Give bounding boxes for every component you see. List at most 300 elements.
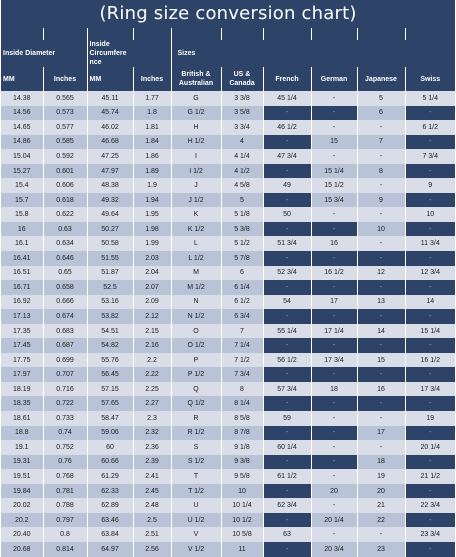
table-cell: 0.814 <box>43 542 87 557</box>
table-cell: 15.04 <box>1 149 43 164</box>
table-row <box>1 324 455 339</box>
table-cell: 54.82 <box>87 338 133 353</box>
table-cell: - <box>357 236 405 251</box>
table-cell: 12 <box>357 266 405 281</box>
table-cell: 5 1/8 <box>221 207 263 222</box>
table-cell: 16.71 <box>1 280 43 295</box>
table-cell: 50.27 <box>87 222 133 237</box>
table-cell: - <box>357 367 405 382</box>
table-cell: - <box>405 426 455 441</box>
table-cell: - <box>311 527 357 542</box>
table-cell: 17 3/4 <box>311 353 357 368</box>
table-cell: 4 <box>221 135 263 150</box>
table-cell: 0.646 <box>43 251 87 266</box>
table-cell: - <box>263 338 311 353</box>
table-cell: 19.1 <box>1 440 43 455</box>
table-cell: K <box>171 207 221 222</box>
table-cell: I 1/2 <box>171 164 221 179</box>
table-cell: Q <box>171 382 221 397</box>
table-cell: - <box>311 426 357 441</box>
table-cell: 16 <box>311 236 357 251</box>
table-cell: - <box>357 396 405 411</box>
table-cell: 20 <box>357 484 405 499</box>
table-cell: 14.65 <box>1 120 43 135</box>
table-cell: - <box>357 338 405 353</box>
table-cell: 0.634 <box>43 236 87 251</box>
table-row <box>1 149 455 164</box>
table-cell: V <box>171 527 221 542</box>
table-cell: 0.674 <box>43 309 87 324</box>
table-cell: L <box>171 236 221 251</box>
table-cell: 20.02 <box>1 498 43 513</box>
table-cell: 47 3/4 <box>263 149 311 164</box>
table-cell: 0.707 <box>43 367 87 382</box>
table-cell: 15 1/2 <box>311 178 357 193</box>
table-row <box>1 367 455 382</box>
table-cell: 16 <box>357 382 405 397</box>
table-cell: O <box>171 324 221 339</box>
table-cell: 22 <box>357 513 405 528</box>
table-cell: 8 5/8 <box>221 411 263 426</box>
table-cell: 51 3/4 <box>263 236 311 251</box>
table-cell: - <box>263 106 311 121</box>
table-cell: 0.733 <box>43 411 87 426</box>
table-cell: T <box>171 469 221 484</box>
table-cell: 9 <box>405 178 455 193</box>
header-swiss: Swiss <box>405 67 455 91</box>
table-cell: - <box>357 309 405 324</box>
table-row <box>1 542 455 557</box>
table-cell: 51.87 <box>87 266 133 281</box>
table-cell: 19 <box>405 411 455 426</box>
table-cell: 16.41 <box>1 251 43 266</box>
table-cell: 53.16 <box>87 295 133 310</box>
table-cell: 21 1/2 <box>405 469 455 484</box>
table-cell: - <box>405 222 455 237</box>
table-cell: 19.51 <box>1 469 43 484</box>
table-cell: 2.39 <box>133 455 171 470</box>
table-cell: 2.45 <box>133 484 171 499</box>
table-cell: 23 <box>357 542 405 557</box>
table-cell: 7 1/4 <box>221 338 263 353</box>
table-cell: 2.07 <box>133 280 171 295</box>
table-row <box>1 91 455 106</box>
table-cell: 0.601 <box>43 164 87 179</box>
table-cell: 18.61 <box>1 411 43 426</box>
table-row <box>1 498 455 513</box>
table-cell: 8 7/8 <box>221 426 263 441</box>
table-cell: 6 <box>357 106 405 121</box>
table-cell: 21 <box>357 498 405 513</box>
table-cell: 0.65 <box>43 266 87 281</box>
table-cell: G <box>171 91 221 106</box>
table-cell: 14.86 <box>1 135 43 150</box>
table-cell: 47.25 <box>87 149 133 164</box>
table-cell: 2.12 <box>133 309 171 324</box>
table-cell: G 1/2 <box>171 106 221 121</box>
table-cell: - <box>357 149 405 164</box>
table-cell: 2.3 <box>133 411 171 426</box>
table-cell: 1.81 <box>133 120 171 135</box>
table-cell: 6 3/4 <box>221 309 263 324</box>
table-cell: 1.86 <box>133 149 171 164</box>
table-cell: - <box>405 484 455 499</box>
table-row <box>1 338 455 353</box>
table-cell: - <box>311 120 357 135</box>
header-us: US & Canada <box>221 67 263 91</box>
table-cell: 0.63 <box>43 222 87 237</box>
table-cell: L 1/2 <box>171 251 221 266</box>
table-cell: 15.7 <box>1 193 43 208</box>
table-cell: - <box>263 542 311 557</box>
table-row <box>1 266 455 281</box>
table-cell: 54 <box>263 295 311 310</box>
table-cell: 49 <box>263 178 311 193</box>
table-cell: 10 1/2 <box>221 513 263 528</box>
table-row <box>1 106 455 121</box>
table-cell: 54.51 <box>87 324 133 339</box>
table-cell: - <box>405 542 455 557</box>
header-british: British & Australian <box>171 67 221 91</box>
table-cell: 13 <box>357 295 405 310</box>
table-cell: - <box>357 440 405 455</box>
table-cell: 4 1/2 <box>221 164 263 179</box>
table-cell: 2.41 <box>133 469 171 484</box>
table-cell: - <box>263 193 311 208</box>
table-cell: 61 1/2 <box>263 469 311 484</box>
table-cell: 8 <box>357 164 405 179</box>
table-cell: 59.06 <box>87 426 133 441</box>
table-cell: 1.94 <box>133 193 171 208</box>
table-cell: 22 3/4 <box>405 498 455 513</box>
table-cell: 20 1/4 <box>311 513 357 528</box>
table-cell: 53.82 <box>87 309 133 324</box>
table-cell: 10 5/8 <box>221 527 263 542</box>
table-cell: - <box>405 135 455 150</box>
table-cell: 17 <box>357 426 405 441</box>
table-row <box>1 207 455 222</box>
table-cell: 63.84 <box>87 527 133 542</box>
table-cell: 48.38 <box>87 178 133 193</box>
table-cell: 3 3/8 <box>221 91 263 106</box>
table-cell: 16.1 <box>1 236 43 251</box>
table-cell: 4 5/8 <box>221 178 263 193</box>
table-cell: 2.27 <box>133 396 171 411</box>
table-cell: - <box>263 513 311 528</box>
table-cell: 0.666 <box>43 295 87 310</box>
table-cell: - <box>405 309 455 324</box>
header-circ-mm: MM <box>87 67 133 91</box>
table-row <box>1 426 455 441</box>
table-cell: 17.35 <box>1 324 43 339</box>
table-cell: 6 1/2 <box>221 295 263 310</box>
table-cell: 0.722 <box>43 396 87 411</box>
table-cell: N <box>171 295 221 310</box>
table-cell: 7 <box>357 135 405 150</box>
header-french: French <box>263 67 311 91</box>
table-cell: 0.618 <box>43 193 87 208</box>
table-cell: 1.99 <box>133 236 171 251</box>
table-cell: - <box>311 498 357 513</box>
table-cell: 9 <box>357 193 405 208</box>
table-cell: 5 1/2 <box>221 236 263 251</box>
table-cell: - <box>357 280 405 295</box>
table-cell: 0.8 <box>43 527 87 542</box>
table-cell: 1.84 <box>133 135 171 150</box>
table-cell: - <box>357 178 405 193</box>
table-cell: J <box>171 178 221 193</box>
header-cell <box>171 28 221 40</box>
table-cell: - <box>263 426 311 441</box>
table-cell: 64.97 <box>87 542 133 557</box>
table-cell: - <box>311 149 357 164</box>
table-cell: 49.64 <box>87 207 133 222</box>
chart-title: (Ring size conversion chart) <box>1 0 455 28</box>
table-cell: - <box>311 411 357 426</box>
table-row <box>1 309 455 324</box>
table-cell: 46.02 <box>87 120 133 135</box>
table-cell: 19.84 <box>1 484 43 499</box>
table-cell: H <box>171 120 221 135</box>
table-cell: 1.98 <box>133 222 171 237</box>
table-cell: 60 1/4 <box>263 440 311 455</box>
table-cell: - <box>311 440 357 455</box>
table-cell: V 1/2 <box>171 542 221 557</box>
table-cell: 5 7/8 <box>221 251 263 266</box>
header-cell <box>43 28 87 40</box>
table-cell: 20 3/4 <box>311 542 357 557</box>
table-cell: - <box>311 469 357 484</box>
table-cell: - <box>311 251 357 266</box>
table-cell: 19 <box>357 469 405 484</box>
table-row <box>1 164 455 179</box>
table-cell: 50.58 <box>87 236 133 251</box>
table-cell: 16 1/2 <box>405 353 455 368</box>
table-cell: 17.97 <box>1 367 43 382</box>
table-cell: N 1/2 <box>171 309 221 324</box>
table-cell: 0.683 <box>43 324 87 339</box>
table-cell: - <box>263 309 311 324</box>
table-cell: 17 <box>311 295 357 310</box>
table-cell: K 1/2 <box>171 222 221 237</box>
table-row <box>1 120 455 135</box>
table-cell: 0.577 <box>43 120 87 135</box>
table-cell: 4 1/4 <box>221 149 263 164</box>
header-label: Sizes <box>177 50 196 57</box>
table-row <box>1 280 455 295</box>
table-cell: 16 1/2 <box>311 266 357 281</box>
table-cell: 17.13 <box>1 309 43 324</box>
table-cell: 0.74 <box>43 426 87 441</box>
header-cell <box>311 28 357 40</box>
header-cell <box>357 28 405 40</box>
table-row <box>1 193 455 208</box>
table-cell: 62.33 <box>87 484 133 499</box>
table-cell: - <box>405 280 455 295</box>
table-cell: 0.592 <box>43 149 87 164</box>
table-cell: 16.92 <box>1 295 43 310</box>
table-cell: 47.97 <box>87 164 133 179</box>
table-cell: 0.585 <box>43 135 87 150</box>
table-cell: 7 1/2 <box>221 353 263 368</box>
table-cell: 8 1/4 <box>221 396 263 411</box>
table-cell: 0.658 <box>43 280 87 295</box>
table-cell: 9 5/8 <box>221 469 263 484</box>
table-cell: 11 3/4 <box>405 236 455 251</box>
header-cell <box>1 28 43 40</box>
table-cell: M <box>171 266 221 281</box>
table-cell: H 1/2 <box>171 135 221 150</box>
table-cell: - <box>311 207 357 222</box>
header-cell <box>221 28 263 40</box>
table-cell: 1.89 <box>133 164 171 179</box>
table-cell: 0.788 <box>43 498 87 513</box>
table-cell: 1.95 <box>133 207 171 222</box>
header-cell <box>87 28 133 40</box>
table-row <box>1 469 455 484</box>
table-cell: - <box>311 367 357 382</box>
table-cell: 2.48 <box>133 498 171 513</box>
table-cell: 17 1/4 <box>311 324 357 339</box>
table-cell: 18.35 <box>1 396 43 411</box>
header-sizes <box>171 40 455 67</box>
table-cell: - <box>311 222 357 237</box>
table-cell: - <box>311 91 357 106</box>
header-circ-inches: Inches <box>133 67 171 91</box>
table-cell: 10 <box>357 222 405 237</box>
table-cell: 56 1/2 <box>263 353 311 368</box>
table-cell: 0.573 <box>43 106 87 121</box>
table-cell: U <box>171 498 221 513</box>
table-cell: 19.31 <box>1 455 43 470</box>
table-cell: 20 <box>311 484 357 499</box>
table-cell: 2.04 <box>133 266 171 281</box>
table-cell: 59 <box>263 411 311 426</box>
table-cell: 0.76 <box>43 455 87 470</box>
table-cell: 14.56 <box>1 106 43 121</box>
table-cell: 50 <box>263 207 311 222</box>
table-cell: - <box>311 280 357 295</box>
table-cell: - <box>405 106 455 121</box>
table-cell: 2.36 <box>133 440 171 455</box>
table-row <box>1 295 455 310</box>
table-cell: 23 3/4 <box>405 527 455 542</box>
table-cell: 2.5 <box>133 513 171 528</box>
table-cell: 56.45 <box>87 367 133 382</box>
table-cell: 60.66 <box>87 455 133 470</box>
table-cell: 20.68 <box>1 542 43 557</box>
table-cell: - <box>263 396 311 411</box>
table-cell: R 1/2 <box>171 426 221 441</box>
table-cell: 57 3/4 <box>263 382 311 397</box>
table-cell: I <box>171 149 221 164</box>
table-cell: 2.51 <box>133 527 171 542</box>
table-cell: 12 3/4 <box>405 266 455 281</box>
table-cell: J 1/2 <box>171 193 221 208</box>
table-cell: - <box>405 513 455 528</box>
table-cell: - <box>311 396 357 411</box>
table-cell: 0.716 <box>43 382 87 397</box>
table-cell: 57.15 <box>87 382 133 397</box>
table-cell: - <box>311 338 357 353</box>
table-cell: - <box>357 120 405 135</box>
table-row <box>1 353 455 368</box>
table-cell: 52.5 <box>87 280 133 295</box>
table-cell: 15.8 <box>1 207 43 222</box>
table-cell: 16.51 <box>1 266 43 281</box>
table-cell: 8 <box>221 382 263 397</box>
table-cell: - <box>311 455 357 470</box>
table-cell: P <box>171 353 221 368</box>
table-cell: 18.8 <box>1 426 43 441</box>
table-cell: 5 3/8 <box>221 222 263 237</box>
table-cell: 17.75 <box>1 353 43 368</box>
table-row <box>1 455 455 470</box>
table-cell: P 1/2 <box>171 367 221 382</box>
table-cell: - <box>357 527 405 542</box>
table-row <box>1 251 455 266</box>
table-cell: 5 <box>357 91 405 106</box>
table-cell: 0.781 <box>43 484 87 499</box>
table-cell: 55.76 <box>87 353 133 368</box>
table-cell: 45 1/4 <box>263 91 311 106</box>
header-label: Inside Diameter <box>3 50 56 57</box>
table-cell: - <box>311 106 357 121</box>
table-cell: 63 <box>263 527 311 542</box>
table-cell: - <box>405 396 455 411</box>
table-row <box>1 135 455 150</box>
table-cell: 17.45 <box>1 338 43 353</box>
table-cell: 18 <box>357 455 405 470</box>
table-row <box>1 411 455 426</box>
header-mm: MM <box>1 67 43 91</box>
table-cell: - <box>357 207 405 222</box>
header-inside-diameter <box>1 40 87 67</box>
table-cell: 11 <box>221 542 263 557</box>
table-cell: 2.32 <box>133 426 171 441</box>
table-cell: - <box>405 193 455 208</box>
table-cell: - <box>405 251 455 266</box>
table-cell: 10 1/4 <box>221 498 263 513</box>
header-cell <box>133 28 171 40</box>
table-cell: - <box>405 455 455 470</box>
table-cell: 7 3/4 <box>221 367 263 382</box>
table-cell: - <box>357 251 405 266</box>
table-cell: 7 3/4 <box>405 149 455 164</box>
table-cell: 7 <box>221 324 263 339</box>
table-cell: - <box>405 367 455 382</box>
table-cell: 9 3/8 <box>221 455 263 470</box>
table-cell: R <box>171 411 221 426</box>
table-cell: 0.768 <box>43 469 87 484</box>
header-japanese: Japanese <box>357 67 405 91</box>
table-cell: - <box>263 455 311 470</box>
table-cell: 55 1/4 <box>263 324 311 339</box>
table-cell: 2.09 <box>133 295 171 310</box>
header-cell <box>263 28 311 40</box>
table-cell: 0.752 <box>43 440 87 455</box>
table-cell: U 1/2 <box>171 513 221 528</box>
table-row <box>1 440 455 455</box>
table-cell: 15 1/4 <box>311 164 357 179</box>
table-row <box>1 513 455 528</box>
table-cell: 0.565 <box>43 91 87 106</box>
table-cell: 5 1/4 <box>405 91 455 106</box>
table-cell: Q 1/2 <box>171 396 221 411</box>
table-cell: 45.11 <box>87 91 133 106</box>
table-cell: 20 1/4 <box>405 440 455 455</box>
table-cell: 16 <box>1 222 43 237</box>
